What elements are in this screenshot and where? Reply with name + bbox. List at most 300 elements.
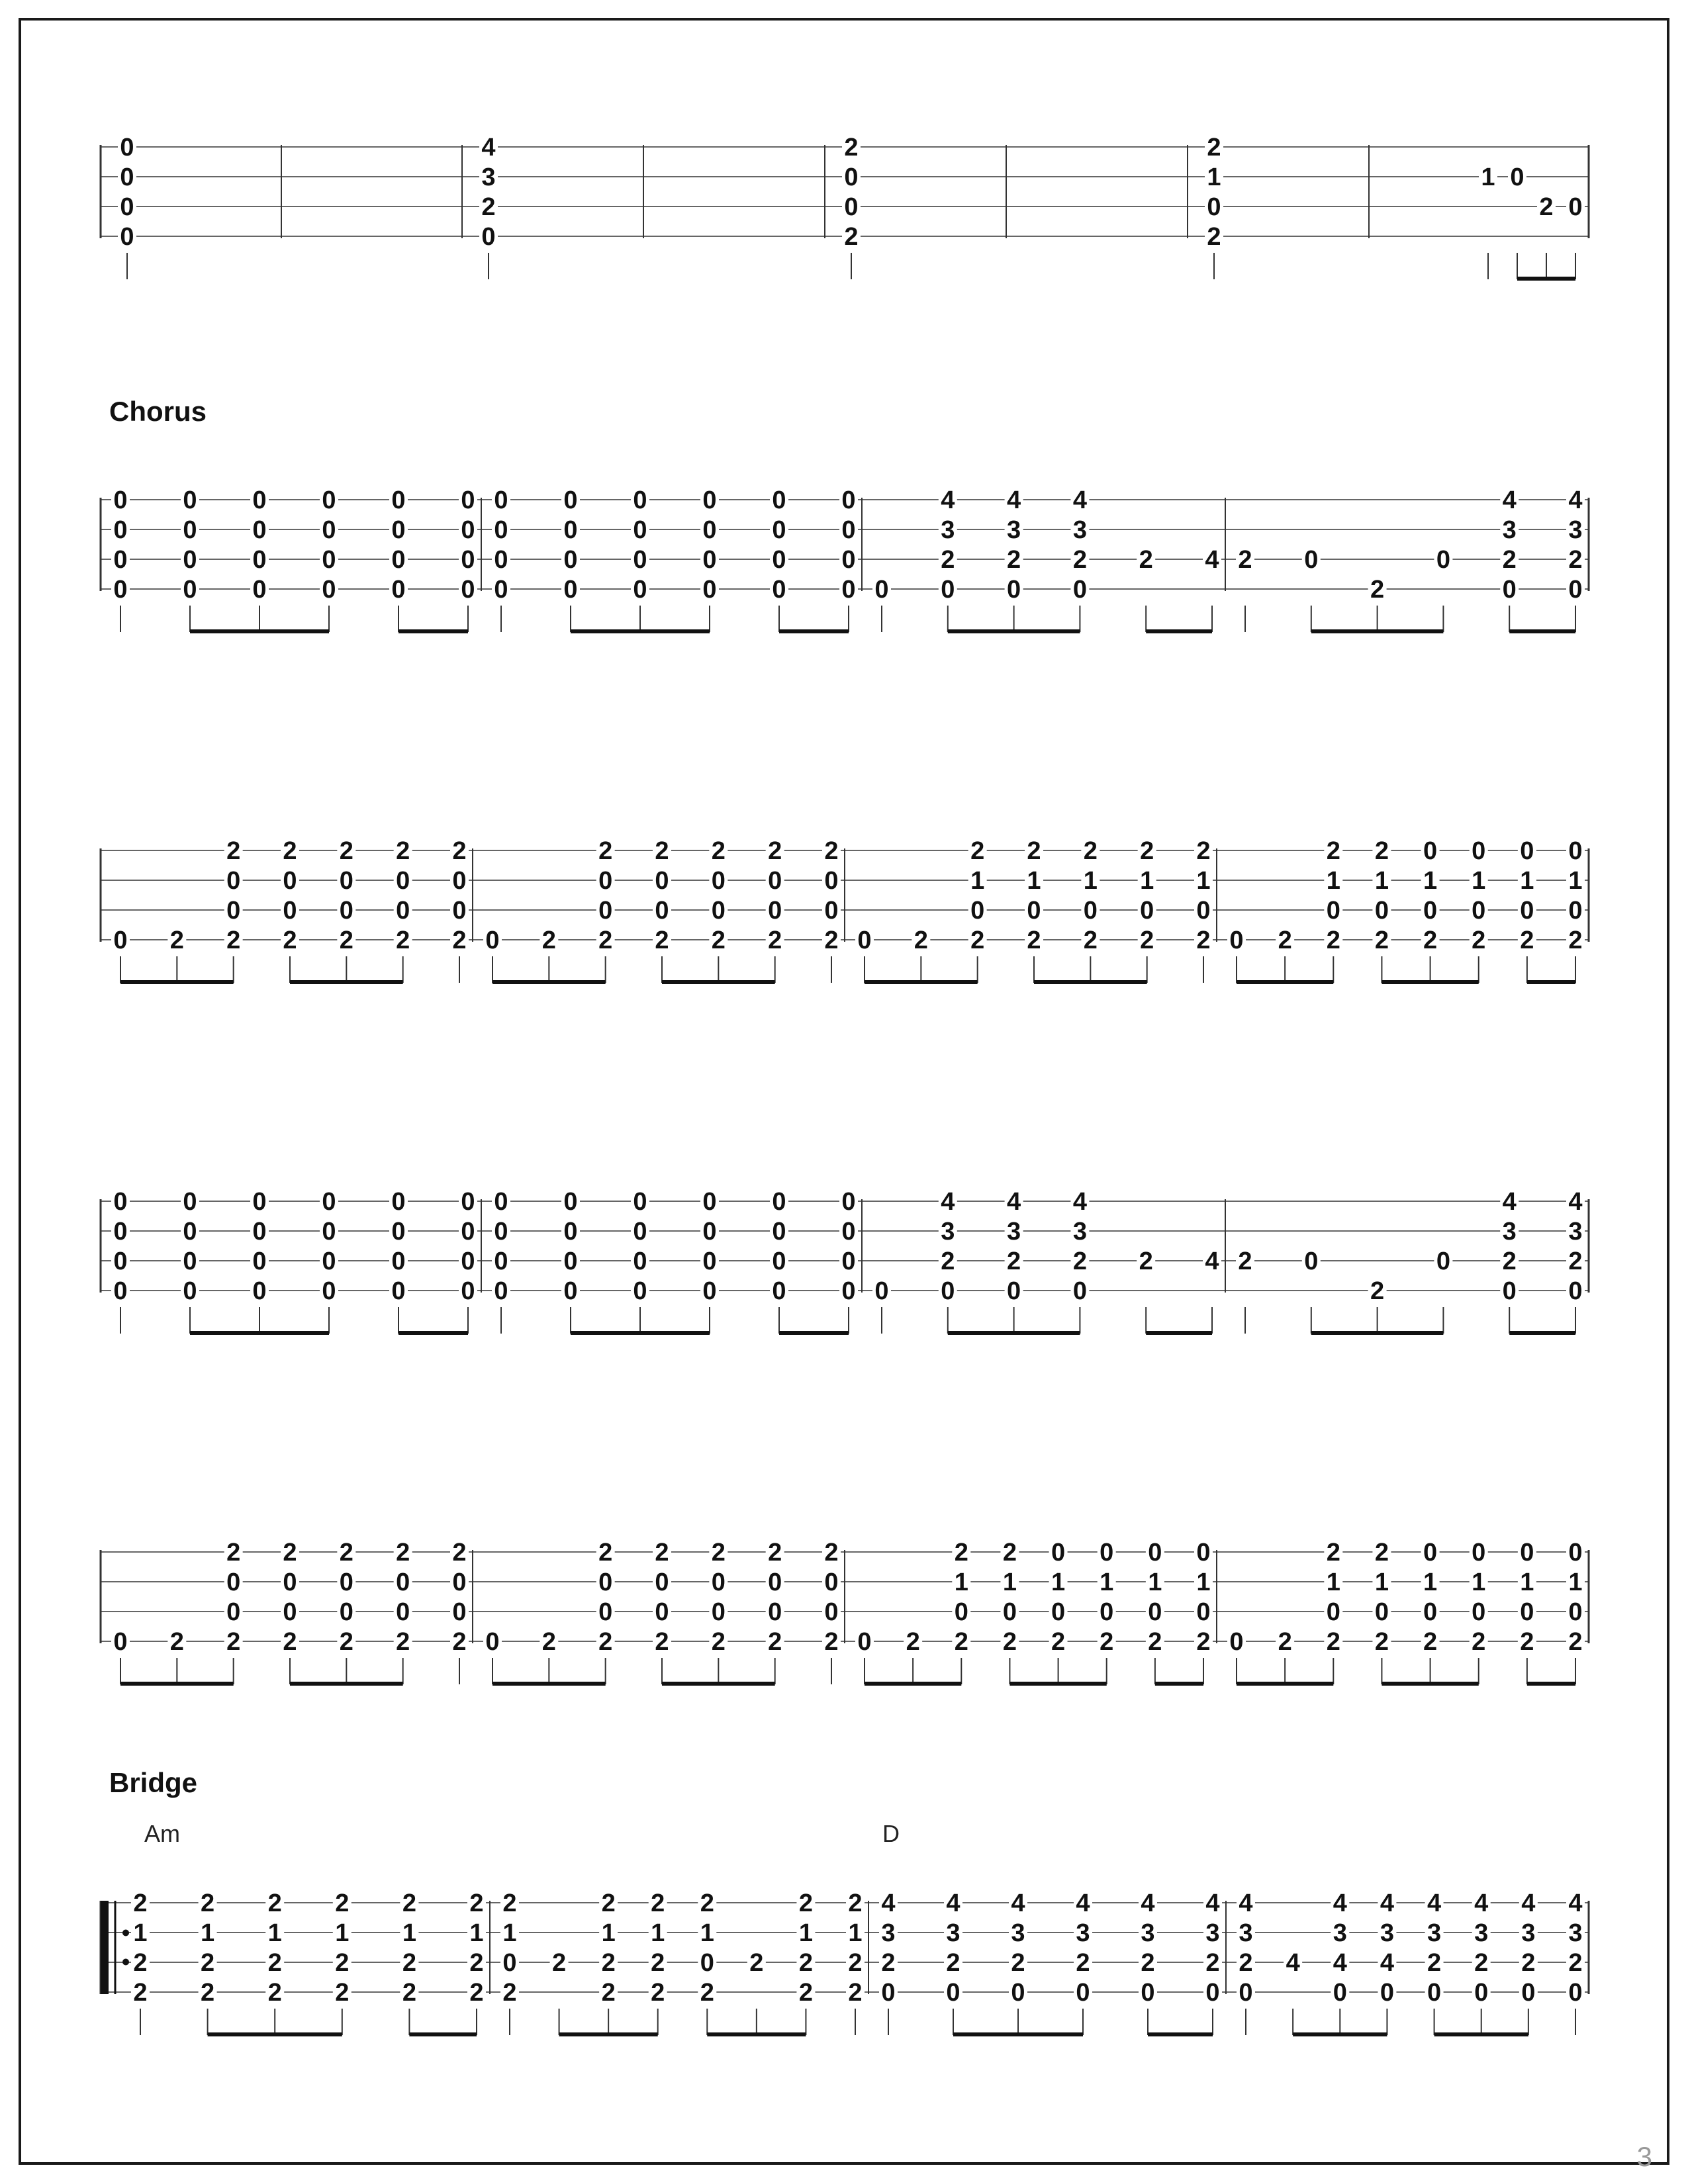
fret-number: 2: [1502, 546, 1517, 574]
fret-number: 0: [702, 576, 717, 604]
fret-number: 0: [711, 1569, 726, 1596]
fret-number: 0: [1076, 1979, 1090, 2007]
beam: [399, 1331, 468, 1335]
fret-number: 2: [267, 1949, 282, 1977]
fret-number: 0: [452, 1569, 467, 1596]
fret-number: 0: [954, 1598, 968, 1626]
fret-number: 4: [941, 486, 955, 514]
fret-number: 0: [1568, 1979, 1583, 2007]
fret-number: 4: [941, 1188, 955, 1216]
fret-number: 0: [1011, 1979, 1025, 2007]
fret-number: 3: [1205, 1919, 1220, 1947]
beam: [409, 2032, 477, 2036]
fret-number: 0: [113, 1248, 128, 1275]
fret-number: 4: [1502, 1188, 1517, 1216]
fret-number: 0: [1472, 1539, 1486, 1567]
fret-number: 0: [322, 486, 336, 514]
fret-number: 0: [633, 486, 647, 514]
fret-number: 0: [283, 867, 297, 895]
fret-number: 2: [226, 927, 241, 954]
fret-number: 0: [502, 1949, 517, 1977]
fret-number: 2: [1568, 546, 1583, 574]
fret-number: 0: [700, 1949, 714, 1977]
fret-number: 2: [711, 1539, 726, 1567]
fret-number: 1: [402, 1919, 416, 1947]
fret-number: 4: [1007, 486, 1021, 514]
beam: [1034, 980, 1147, 984]
fret-number: 0: [1007, 576, 1021, 604]
repeat-dot: [122, 1930, 129, 1936]
beam: [1155, 1682, 1203, 1686]
fret-number: 2: [1027, 927, 1041, 954]
fret-number: 0: [252, 486, 267, 514]
fret-number: 0: [1196, 1539, 1211, 1567]
fret-number: 1: [1520, 1569, 1534, 1596]
fret-number: 0: [1141, 1979, 1155, 2007]
fret-number: 0: [1304, 546, 1319, 574]
fret-number: 2: [339, 1628, 353, 1656]
fret-number: 4: [1007, 1188, 1021, 1216]
fret-number: 2: [402, 1949, 416, 1977]
fret-number: 1: [1472, 867, 1486, 895]
fret-number: 0: [396, 897, 410, 925]
fret-number: 1: [201, 1919, 215, 1947]
fret-number: 0: [226, 1569, 241, 1596]
fret-number: 0: [702, 516, 717, 544]
fret-number: 0: [494, 1248, 508, 1275]
fret-number: 0: [841, 1277, 856, 1305]
fret-number: 0: [494, 1218, 508, 1246]
fret-number: 2: [1002, 1628, 1017, 1656]
fret-number: 2: [396, 927, 410, 954]
fret-number: 2: [1238, 546, 1252, 574]
fret-number: 2: [339, 837, 353, 865]
fret-number: 2: [598, 1628, 613, 1656]
fret-number: 0: [1374, 1598, 1389, 1626]
fret-number: 2: [283, 927, 297, 954]
fret-number: 0: [772, 1218, 786, 1246]
fret-number: 0: [396, 867, 410, 895]
fret-number: 2: [651, 1979, 665, 2007]
fret-number: 2: [1472, 1628, 1486, 1656]
fret-number: 0: [772, 1188, 786, 1216]
fret-number: 0: [113, 1188, 128, 1216]
fret-number: 0: [183, 516, 197, 544]
fret-number: 0: [702, 546, 717, 574]
fret-number: 2: [552, 1949, 567, 1977]
fret-number: 0: [1436, 1248, 1450, 1275]
fret-number: 0: [563, 516, 578, 544]
fret-number: 4: [1333, 1949, 1347, 1977]
fret-number: 2: [541, 1628, 556, 1656]
fret-number: 1: [1520, 867, 1534, 895]
fret-number: 0: [874, 576, 889, 604]
fret-number: 1: [1051, 1569, 1066, 1596]
fret-number: 3: [1502, 1218, 1517, 1246]
fret-number: 0: [1423, 897, 1438, 925]
fret-number: 0: [874, 1277, 889, 1305]
fret-number: 0: [598, 1598, 613, 1626]
fret-number: 2: [768, 1628, 782, 1656]
fret-number: 0: [452, 867, 467, 895]
fret-number: 0: [1520, 837, 1534, 865]
fret-number: 0: [841, 576, 856, 604]
fret-number: 2: [844, 223, 859, 251]
fret-number: 0: [252, 1218, 267, 1246]
fret-number: 0: [1196, 897, 1211, 925]
fret-number: 0: [322, 516, 336, 544]
fret-number: 0: [563, 1277, 578, 1305]
fret-number: 0: [461, 546, 475, 574]
fret-number: 3: [1568, 1218, 1583, 1246]
fret-number: 2: [1374, 1628, 1389, 1656]
fret-number: 1: [1002, 1569, 1017, 1596]
fret-number: 3: [1011, 1919, 1025, 1947]
fret-number: 2: [768, 927, 782, 954]
fret-number: 2: [601, 1889, 616, 1917]
fret-number: 1: [1568, 867, 1583, 895]
fret-number: 2: [824, 837, 839, 865]
fret-number: 0: [1148, 1539, 1162, 1567]
fret-number: 2: [469, 1949, 484, 1977]
beam: [399, 629, 468, 633]
fret-number: 0: [824, 897, 839, 925]
beam: [1509, 629, 1575, 633]
fret-number: 0: [183, 576, 197, 604]
fret-number: 0: [183, 486, 197, 514]
fret-number: 2: [941, 1248, 955, 1275]
fret-number: 2: [1474, 1949, 1489, 1977]
fret-number: 0: [322, 546, 336, 574]
fret-number: 2: [1205, 1949, 1220, 1977]
beam: [1517, 277, 1575, 281]
fret-number: 0: [1520, 1539, 1534, 1567]
fret-number: 0: [655, 1569, 669, 1596]
fret-number: 0: [391, 1248, 406, 1275]
fret-number: 2: [1472, 927, 1486, 954]
fret-number: 0: [461, 486, 475, 514]
fret-number: 1: [1148, 1569, 1162, 1596]
beam: [779, 1331, 849, 1335]
fret-number: 0: [563, 576, 578, 604]
fret-number: 2: [1139, 546, 1153, 574]
fret-number: 0: [844, 193, 859, 221]
fret-number: 0: [485, 927, 500, 954]
fret-number: 2: [824, 927, 839, 954]
fret-number: 0: [120, 134, 134, 161]
tab-system: [101, 837, 1589, 984]
fret-number: 2: [1326, 837, 1340, 865]
fret-number: 0: [113, 486, 128, 514]
fret-number: 2: [1520, 927, 1534, 954]
fret-number: 2: [700, 1889, 714, 1917]
fret-number: 0: [633, 516, 647, 544]
fret-number: 2: [848, 1949, 863, 1977]
fret-number: 2: [651, 1889, 665, 1917]
fret-number: 0: [1027, 897, 1041, 925]
fret-number: 1: [1027, 867, 1041, 895]
fret-number: 2: [700, 1979, 714, 2007]
fret-number: 0: [322, 1248, 336, 1275]
fret-number: 2: [339, 1539, 353, 1567]
beam: [662, 1682, 775, 1686]
fret-number: 0: [1423, 1539, 1438, 1567]
fret-number: 2: [1072, 546, 1087, 574]
fret-number: 2: [169, 1628, 184, 1656]
fret-number: 0: [494, 546, 508, 574]
fret-number: 0: [339, 867, 353, 895]
fret-number: 0: [841, 1188, 856, 1216]
fret-number: 2: [1427, 1949, 1442, 1977]
fret-number: 2: [1374, 837, 1389, 865]
fret-number: 3: [1076, 1919, 1090, 1947]
fret-number: 0: [183, 546, 197, 574]
fret-number: 0: [1205, 1979, 1220, 2007]
fret-number: 0: [113, 1628, 128, 1656]
fret-number: 2: [798, 1889, 813, 1917]
beam: [707, 2032, 806, 2036]
fret-number: 0: [226, 867, 241, 895]
fret-number: 3: [1380, 1919, 1394, 1947]
fret-number: 4: [1076, 1889, 1090, 1917]
fret-number: 0: [841, 1218, 856, 1246]
fret-number: 0: [633, 546, 647, 574]
fret-number: 1: [133, 1919, 148, 1947]
fret-number: 1: [651, 1919, 665, 1947]
fret-number: 2: [1370, 1277, 1385, 1305]
fret-number: 2: [1326, 1628, 1340, 1656]
fret-number: 0: [1072, 1277, 1087, 1305]
fret-number: 2: [339, 927, 353, 954]
fret-number: 2: [133, 1979, 148, 2007]
fret-number: 0: [598, 867, 613, 895]
fret-number: 2: [954, 1539, 968, 1567]
fret-number: 2: [1326, 1539, 1340, 1567]
fret-number: 0: [768, 1598, 782, 1626]
fret-number: 0: [1140, 897, 1154, 925]
tab-system: [101, 1539, 1589, 1686]
fret-number: 0: [1083, 897, 1098, 925]
fret-number: 4: [1380, 1949, 1394, 1977]
fret-number: 0: [1427, 1979, 1442, 2007]
chord-name: D: [882, 1820, 900, 1847]
fret-number: 0: [485, 1628, 500, 1656]
fret-number: 0: [1100, 1539, 1114, 1567]
fret-number: 2: [655, 1628, 669, 1656]
fret-number: 0: [113, 927, 128, 954]
fret-number: 2: [335, 1949, 350, 1977]
fret-number: 2: [1027, 837, 1041, 865]
fret-number: 0: [841, 1248, 856, 1275]
fret-number: 0: [1304, 1248, 1319, 1275]
fret-number: 2: [655, 927, 669, 954]
beam: [1148, 2032, 1213, 2036]
fret-number: 2: [226, 837, 241, 865]
fret-number: 2: [1374, 927, 1389, 954]
beam: [1509, 1331, 1575, 1335]
fret-number: 2: [1072, 1248, 1087, 1275]
fret-number: 2: [914, 927, 928, 954]
fret-number: 2: [598, 927, 613, 954]
fret-number: 2: [267, 1889, 282, 1917]
fret-number: 0: [391, 486, 406, 514]
beam: [571, 1331, 710, 1335]
fret-number: 4: [1521, 1889, 1536, 1917]
fret-number: 2: [651, 1949, 665, 1977]
fret-number: 0: [772, 1277, 786, 1305]
fret-number: 2: [768, 1539, 782, 1567]
fret-number: 0: [339, 1569, 353, 1596]
fret-number: 0: [494, 486, 508, 514]
fret-number: 0: [494, 1188, 508, 1216]
fret-number: 0: [633, 1188, 647, 1216]
fret-number: 0: [563, 1188, 578, 1216]
beam: [1527, 980, 1575, 984]
fret-number: 1: [1472, 1569, 1486, 1596]
fret-number: 4: [1568, 1889, 1583, 1917]
fret-number: 0: [1326, 1598, 1340, 1626]
beam: [662, 980, 775, 984]
fret-number: 0: [1148, 1598, 1162, 1626]
fret-number: 0: [946, 1979, 961, 2007]
fret-number: 4: [946, 1889, 961, 1917]
fret-number: 2: [1207, 134, 1221, 161]
fret-number: 0: [322, 1218, 336, 1246]
beam: [953, 2032, 1083, 2036]
fret-number: 4: [1333, 1889, 1347, 1917]
fret-number: 0: [711, 867, 726, 895]
fret-number: 2: [283, 837, 297, 865]
fret-number: 2: [452, 927, 467, 954]
fret-number: 3: [1239, 1919, 1253, 1947]
beam: [290, 1682, 403, 1686]
fret-number: 0: [461, 1277, 475, 1305]
fret-number: 2: [1423, 1628, 1438, 1656]
fret-number: 0: [1568, 897, 1583, 925]
fret-number: 0: [563, 1248, 578, 1275]
fret-number: 2: [1239, 1949, 1253, 1977]
fret-number: 3: [1474, 1919, 1489, 1947]
fret-number: 0: [391, 516, 406, 544]
fret-number: 2: [201, 1979, 215, 2007]
fret-number: 0: [824, 1569, 839, 1596]
fret-number: 2: [1083, 927, 1098, 954]
fret-number: 2: [824, 1628, 839, 1656]
fret-number: 2: [1007, 546, 1021, 574]
fret-number: 2: [844, 134, 859, 161]
beam: [120, 1682, 234, 1686]
fret-number: 0: [391, 1218, 406, 1246]
fret-number: 0: [1333, 1979, 1347, 2007]
fret-number: 0: [702, 1277, 717, 1305]
fret-number: 1: [601, 1919, 616, 1947]
fret-number: 1: [1423, 867, 1438, 895]
beam: [1146, 1331, 1212, 1335]
beam: [290, 980, 403, 984]
fret-number: 3: [1521, 1919, 1536, 1947]
fret-number: 2: [396, 837, 410, 865]
fret-number: 0: [563, 1218, 578, 1246]
fret-number: 2: [452, 1628, 467, 1656]
fret-number: 2: [954, 1628, 968, 1656]
fret-number: 1: [469, 1919, 484, 1947]
fret-number: 0: [1472, 837, 1486, 865]
fret-number: 0: [702, 1188, 717, 1216]
fret-number: 2: [335, 1889, 350, 1917]
fret-number: 0: [1568, 1539, 1583, 1567]
fret-number: 4: [1011, 1889, 1025, 1917]
fret-number: 0: [322, 576, 336, 604]
fret-number: 0: [120, 223, 134, 251]
beam: [779, 629, 849, 633]
fret-number: 2: [335, 1979, 350, 2007]
section-label: Bridge: [109, 1767, 198, 1798]
fret-number: 0: [1568, 1598, 1583, 1626]
fret-number: 2: [1278, 927, 1292, 954]
fret-number: 0: [183, 1218, 197, 1246]
fret-number: 0: [322, 1188, 336, 1216]
fret-number: 0: [772, 516, 786, 544]
fret-number: 0: [563, 546, 578, 574]
fret-number: 0: [494, 1277, 508, 1305]
fret-number: 4: [1568, 486, 1583, 514]
fret-number: 1: [1423, 1569, 1438, 1596]
fret-number: 2: [226, 1628, 241, 1656]
beam: [492, 1682, 606, 1686]
fret-number: 2: [1521, 1949, 1536, 1977]
fret-number: 0: [1502, 1277, 1517, 1305]
fret-number: 2: [169, 927, 184, 954]
fret-number: 0: [183, 1188, 197, 1216]
tab-system: [101, 1889, 1589, 2036]
fret-number: 2: [1100, 1628, 1114, 1656]
fret-number: 2: [1568, 1628, 1583, 1656]
fret-number: 1: [1374, 1569, 1389, 1596]
fret-number: 2: [133, 1889, 148, 1917]
fret-number: 0: [252, 1188, 267, 1216]
fret-number: 0: [768, 1569, 782, 1596]
fret-number: 2: [541, 927, 556, 954]
fret-number: 2: [1140, 927, 1154, 954]
fret-number: 0: [598, 1569, 613, 1596]
chord-name: Am: [144, 1820, 180, 1847]
fret-number: 1: [954, 1569, 968, 1596]
fret-number: 0: [824, 1598, 839, 1626]
fret-number: 3: [1072, 516, 1087, 544]
fret-number: 0: [1521, 1979, 1536, 2007]
fret-number: 0: [481, 223, 496, 251]
fret-number: 0: [452, 1598, 467, 1626]
fret-number: 4: [481, 134, 496, 161]
fret-number: 0: [655, 867, 669, 895]
fret-number: 0: [1207, 193, 1221, 221]
fret-number: 2: [848, 1979, 863, 2007]
repeat-dot: [122, 1959, 129, 1966]
beam: [948, 1331, 1080, 1335]
fret-number: 0: [113, 1277, 128, 1305]
fret-number: 0: [1436, 546, 1450, 574]
fret-number: 0: [113, 516, 128, 544]
fret-number: 0: [702, 1218, 717, 1246]
fret-number: 0: [183, 1248, 197, 1275]
fret-number: 2: [1083, 837, 1098, 865]
fret-number: 4: [1380, 1889, 1394, 1917]
fret-number: 1: [1326, 867, 1340, 895]
beam: [559, 2032, 658, 2036]
fret-number: 0: [633, 1248, 647, 1275]
fret-number: 2: [768, 837, 782, 865]
fret-number: 4: [1205, 546, 1219, 574]
